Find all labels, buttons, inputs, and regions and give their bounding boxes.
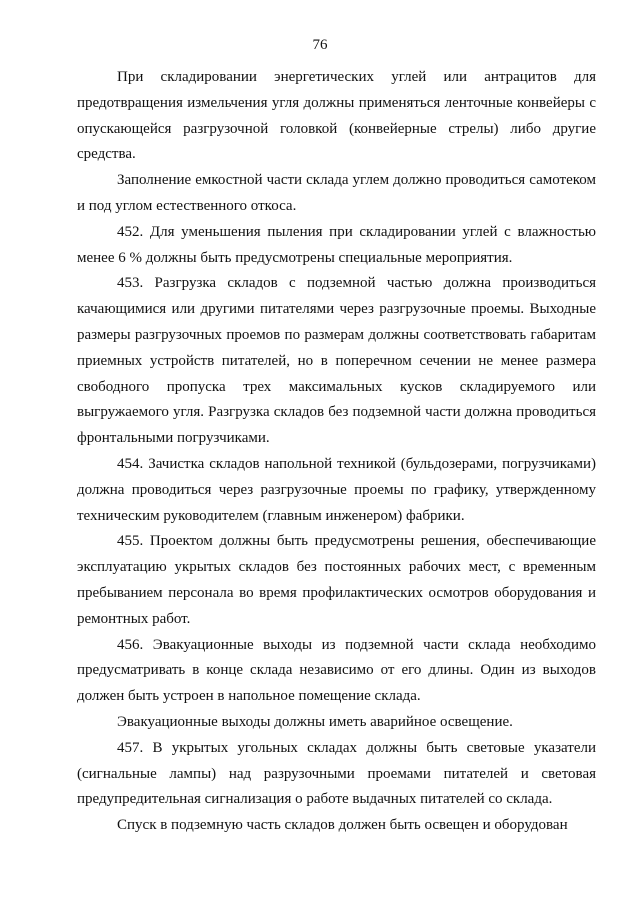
paragraph-underground-descent: Спуск в подземную часть складов должен быть освещен и оборудован <box>117 817 568 834</box>
page-number: 76 <box>312 37 328 53</box>
paragraph-454: 454. Зачистка складов напольной техникой (бульдозерами, погрузчиками) должна проводиться через разгрузочные проемы по графику, утвержденному техническим руководителем (главным инженером) фабрики. <box>77 455 596 524</box>
paragraph-453: 453. Разгрузка складов с подземной частью должна производиться качающимися или другими питателями через разгрузочные проемы. Выходные размеры разгрузочных проемов по размерам должны соответствовать габаритам приемных устройств питателей, но в поперечном сечении не менее размера свободного пропуска трех максимальных кусков складируемого или выгружаемого угля. Разгрузка складов без подземной части должна проводиться фронтальными погрузчиками. <box>77 275 596 447</box>
paragraph-452: 452. Для уменьшения пыления при складировании углей с влажностью менее 6 % должны быть предусмотрены специальные мероприятия. <box>77 223 596 266</box>
paragraph-storage-filling: Заполнение емкостной части склада углем должно проводиться самотеком и под углом естественного откоса. <box>77 172 596 214</box>
paragraph-456: 456. Эвакуационные выходы из подземной части склада необходимо предусматривать в конце склада независимо от его длины. Один из выходов должен быть устроен в напольное помещение склада. <box>77 636 596 705</box>
paragraph-coal-storage-conveyors: При складировании энергетических углей или антрацитов для предотвращения измельчения угля должны применяться ленточные конвейеры с опускающейся разгрузочной головкой (конвейерные стрелы) либо другие средства. <box>77 69 596 163</box>
paragraph-emergency-lighting: Эвакуационные выходы должны иметь аварийное освещение. <box>117 713 513 730</box>
body-text <box>77 65 596 839</box>
paragraph-457: 457. В укрытых угольных складах должны быть световые указатели (сигнальные лампы) над разрузочными проемами питателей и световая предупредительная сигнализация о работе выдачных питателей со склада. <box>77 739 596 808</box>
paragraph-455: 455. Проектом должны быть предусмотрены решения, обеспечивающие эксплуатацию укрытых складов без постоянных рабочих мест, с временным пребыванием персонала во время профилактических осмотров оборудования и ремонтных работ. <box>77 533 596 627</box>
